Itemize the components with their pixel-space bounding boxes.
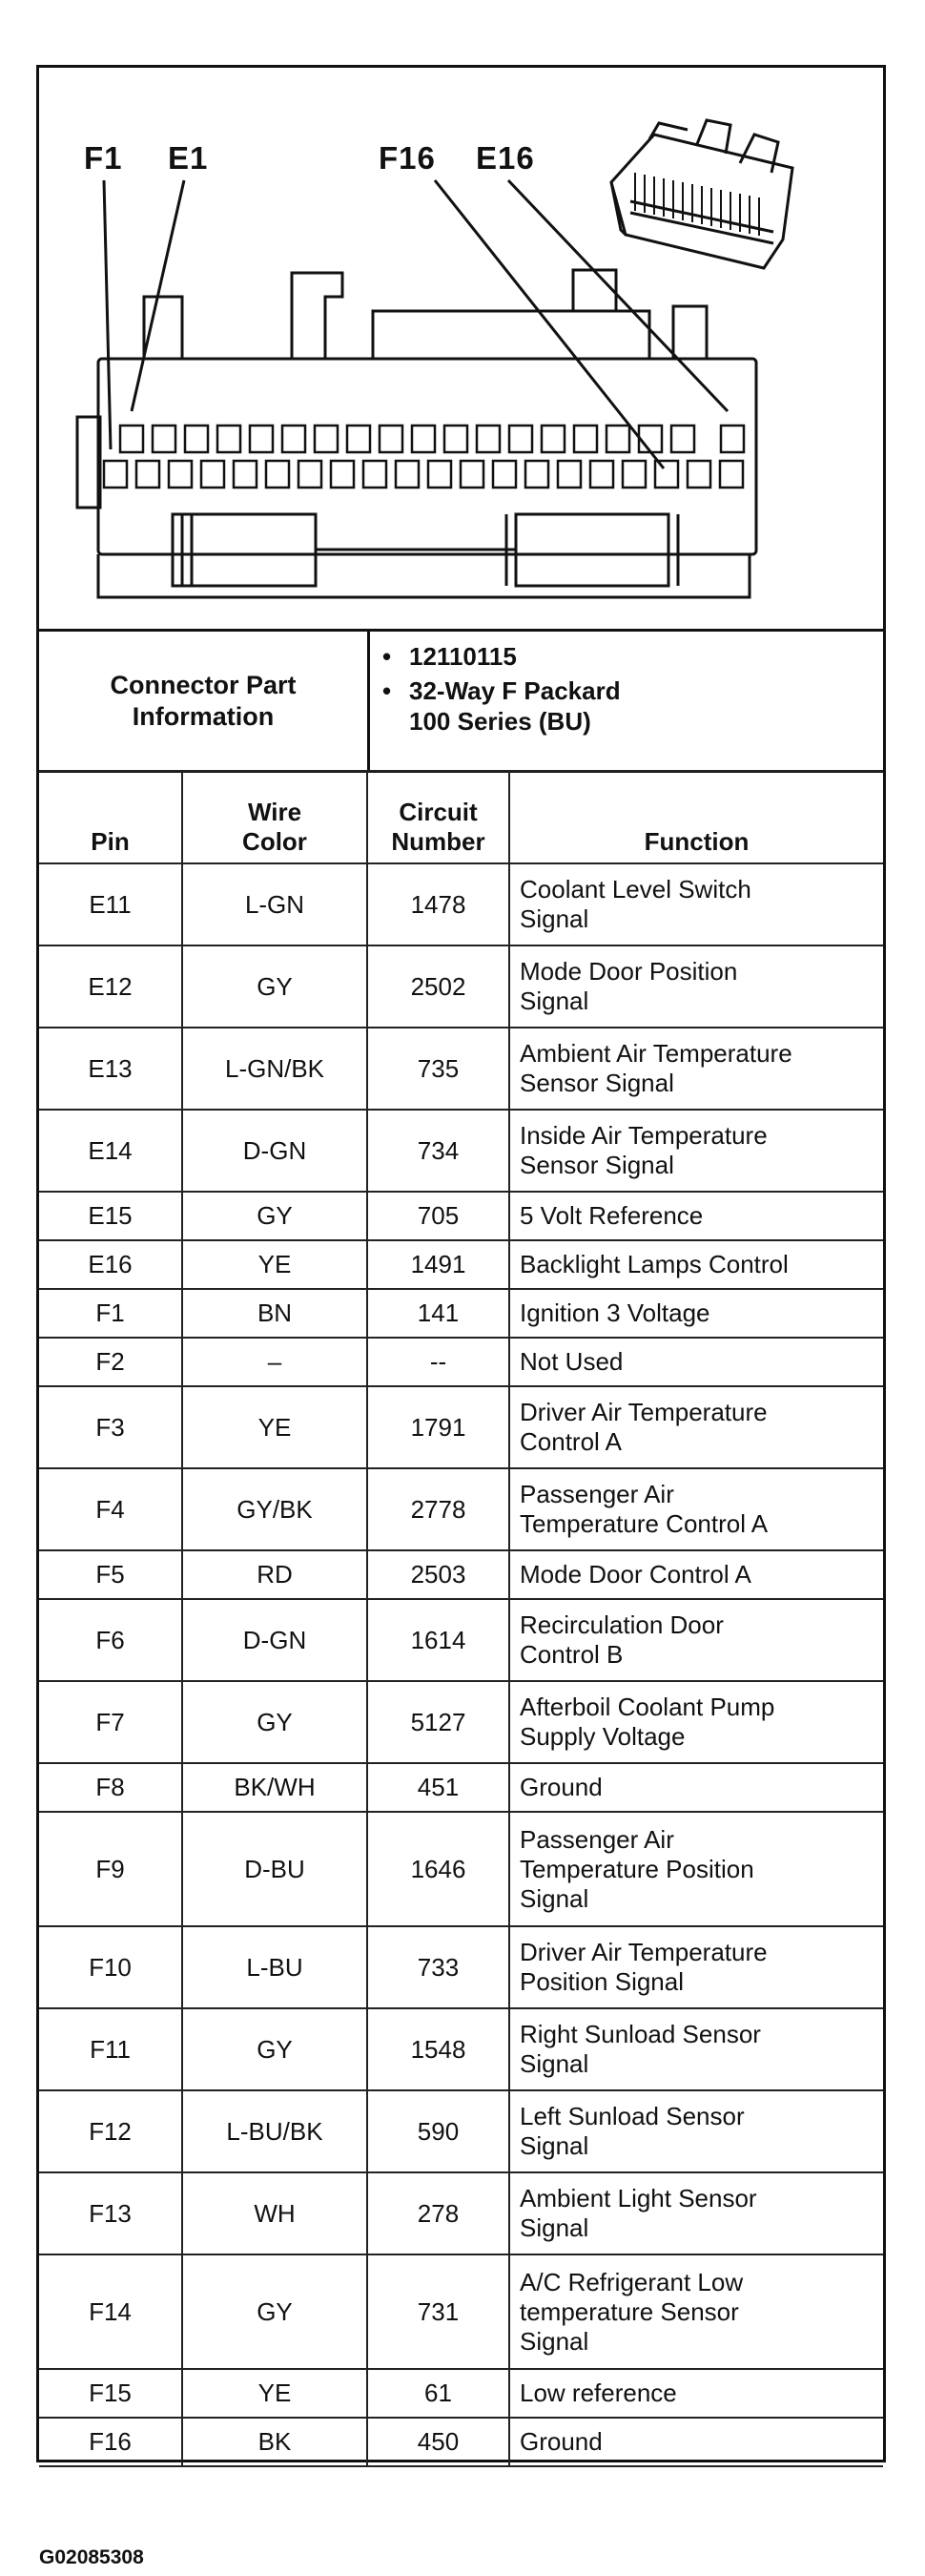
pin-cell: F13 (39, 2172, 182, 2254)
table-row (39, 2090, 883, 2172)
table-row (39, 2254, 883, 2369)
wire-color-cell: RD (182, 1550, 367, 1599)
connector-drawing (39, 68, 883, 629)
table-row (39, 945, 883, 1028)
wire-color-cell: GY (182, 2254, 367, 2369)
table-row (39, 2418, 883, 2466)
circuit-number-cell: 450 (367, 2418, 509, 2466)
table-row (39, 2008, 883, 2090)
callout-f16: F16 (379, 140, 436, 176)
connector-figure (39, 68, 883, 632)
circuit-number-cell: 451 (367, 1763, 509, 1812)
circuit-number-cell: 705 (367, 1192, 509, 1240)
wire-color-cell: D-GN (182, 1599, 367, 1681)
table-row (39, 1110, 883, 1192)
wire-color-cell: L-BU (182, 1926, 367, 2008)
connector-info-label (39, 632, 370, 770)
col-header-function: Function (509, 771, 883, 863)
table-row (39, 1550, 883, 1599)
circuit-number-cell: -- (367, 1338, 509, 1386)
table-row (39, 1812, 883, 1926)
wire-color-cell: BK (182, 2418, 367, 2466)
circuit-number-cell: 5127 (367, 1681, 509, 1763)
wire-color-cell: L-GN/BK (182, 1028, 367, 1110)
circuit-number-cell: 731 (367, 2254, 509, 2369)
pin-cell: F15 (39, 2369, 182, 2418)
connector-info-bullets (382, 641, 878, 737)
bullet-icon: • (382, 642, 392, 671)
pin-cell: F14 (39, 2254, 182, 2369)
wire-color-cell: GY (182, 945, 367, 1028)
circuit-number-cell: 2778 (367, 1468, 509, 1550)
function-cell: Low reference (509, 2369, 883, 2418)
function-cell: Ambient Air Temperature Sensor Signal (509, 1028, 883, 1110)
circuit-number-cell: 1548 (367, 2008, 509, 2090)
wire-color-cell: L-GN (182, 863, 367, 945)
table-row (39, 1681, 883, 1763)
pinout-table (39, 770, 883, 2467)
info-label-line-2: Information (132, 701, 275, 731)
cavity-e1 (120, 426, 143, 452)
table-row (39, 1338, 883, 1386)
wire-color-cell: D-GN (182, 1110, 367, 1192)
cavity-f16 (720, 461, 743, 488)
pin-cell: F2 (39, 1338, 182, 1386)
table-row (39, 1468, 883, 1550)
pin-cell: E15 (39, 1192, 182, 1240)
wire-color-cell: GY/BK (182, 1468, 367, 1550)
pin-cell: E11 (39, 863, 182, 945)
connector-sheet (36, 65, 886, 2568)
circuit-number-cell: 1791 (367, 1386, 509, 1468)
col-header-wire-color: Wire Color (182, 771, 367, 863)
table-row (39, 2369, 883, 2418)
circuit-number-cell: 141 (367, 1289, 509, 1338)
function-cell: A/C Refrigerant Low temperature Sensor Signal (509, 2254, 883, 2369)
circuit-number-cell: 590 (367, 2090, 509, 2172)
circuit-number-cell: 1478 (367, 863, 509, 945)
col-header-circuit-number: Circuit Number (367, 771, 509, 863)
function-cell: Mode Door Position Signal (509, 945, 883, 1028)
table-row (39, 1192, 883, 1240)
circuit-number-cell: 2503 (367, 1550, 509, 1599)
circuit-number-cell: 2502 (367, 945, 509, 1028)
function-cell: Passenger Air Temperature Control A (509, 1468, 883, 1550)
function-cell: Backlight Lamps Control (509, 1240, 883, 1289)
bullet-icon: • (382, 676, 392, 705)
wire-color-cell: GY (182, 2008, 367, 2090)
pin-cell: F4 (39, 1468, 182, 1550)
circuit-number-cell: 1614 (367, 1599, 509, 1681)
table-row (39, 1386, 883, 1468)
circuit-number-cell: 733 (367, 1926, 509, 2008)
callout-e1: E1 (168, 140, 209, 176)
function-cell: Ground (509, 2418, 883, 2466)
table-row (39, 1763, 883, 1812)
function-cell: Ignition 3 Voltage (509, 1289, 883, 1338)
info-bullet-part-number: • 12110115 (382, 642, 517, 671)
circuit-number-cell: 734 (367, 1110, 509, 1192)
cavity-f1 (104, 461, 127, 488)
pin-cell: F10 (39, 1926, 182, 2008)
circuit-number-cell: 278 (367, 2172, 509, 2254)
function-cell: Not Used (509, 1338, 883, 1386)
pin-cell: F8 (39, 1763, 182, 1812)
circuit-number-cell: 61 (367, 2369, 509, 2418)
pin-cell: F1 (39, 1289, 182, 1338)
circuit-number-cell: 1491 (367, 1240, 509, 1289)
table-header-row (39, 771, 883, 863)
table-row (39, 1599, 883, 1681)
cavity-e16 (721, 426, 744, 452)
figure-code: G02085308 (39, 2546, 144, 2568)
pin-cell: F3 (39, 1386, 182, 1468)
wire-color-cell: GY (182, 1192, 367, 1240)
pin-cell: F11 (39, 2008, 182, 2090)
table-row (39, 1240, 883, 1289)
circuit-number-cell: 1646 (367, 1812, 509, 1926)
pin-cell: F12 (39, 2090, 182, 2172)
info-bullet-connector-type: • 32-Way F Packard 100 Series (BU) (382, 676, 621, 736)
info-label-line-1: Connector Part (110, 670, 297, 699)
pin-cell: F5 (39, 1550, 182, 1599)
function-cell: Right Sunload Sensor Signal (509, 2008, 883, 2090)
wire-color-cell: – (182, 1338, 367, 1386)
pin-cell: E14 (39, 1110, 182, 1192)
function-cell: Driver Air Temperature Control A (509, 1386, 883, 1468)
connector-housing (98, 359, 756, 554)
wire-color-cell: YE (182, 2369, 367, 2418)
pin-cell: E12 (39, 945, 182, 1028)
function-cell: 5 Volt Reference (509, 1192, 883, 1240)
function-cell: Afterboil Coolant Pump Supply Voltage (509, 1681, 883, 1763)
pin-cell: F9 (39, 1812, 182, 1926)
wire-color-cell: BN (182, 1289, 367, 1338)
wire-color-cell: GY (182, 1681, 367, 1763)
table-row (39, 1926, 883, 2008)
pinout-table-body (39, 863, 883, 2466)
function-cell: Ground (509, 1763, 883, 1812)
function-cell: Recirculation Door Control B (509, 1599, 883, 1681)
pin-cell: F6 (39, 1599, 182, 1681)
function-cell: Ambient Light Sensor Signal (509, 2172, 883, 2254)
callout-f1: F1 (84, 140, 123, 176)
function-cell: Left Sunload Sensor Signal (509, 2090, 883, 2172)
pin-cell: F7 (39, 1681, 182, 1763)
function-cell: Mode Door Control A (509, 1550, 883, 1599)
circuit-number-cell: 735 (367, 1028, 509, 1110)
function-cell: Coolant Level Switch Signal (509, 863, 883, 945)
table-row (39, 1028, 883, 1110)
connector-part-information (39, 632, 883, 773)
wire-color-cell: YE (182, 1386, 367, 1468)
table-row (39, 863, 883, 945)
function-cell: Passenger Air Temperature Position Signal (509, 1812, 883, 1926)
table-row (39, 1289, 883, 1338)
table-row (39, 2172, 883, 2254)
wire-color-cell: WH (182, 2172, 367, 2254)
pin-cell: E16 (39, 1240, 182, 1289)
pin-cell: F16 (39, 2418, 182, 2466)
wire-color-cell: D-BU (182, 1812, 367, 1926)
pin-cell: E13 (39, 1028, 182, 1110)
function-cell: Inside Air Temperature Sensor Signal (509, 1110, 883, 1192)
wire-color-cell: BK/WH (182, 1763, 367, 1812)
col-header-pin: Pin (39, 771, 182, 863)
function-cell: Driver Air Temperature Position Signal (509, 1926, 883, 2008)
wire-color-cell: YE (182, 1240, 367, 1289)
wire-color-cell: L-BU/BK (182, 2090, 367, 2172)
callout-e16: E16 (476, 140, 535, 176)
